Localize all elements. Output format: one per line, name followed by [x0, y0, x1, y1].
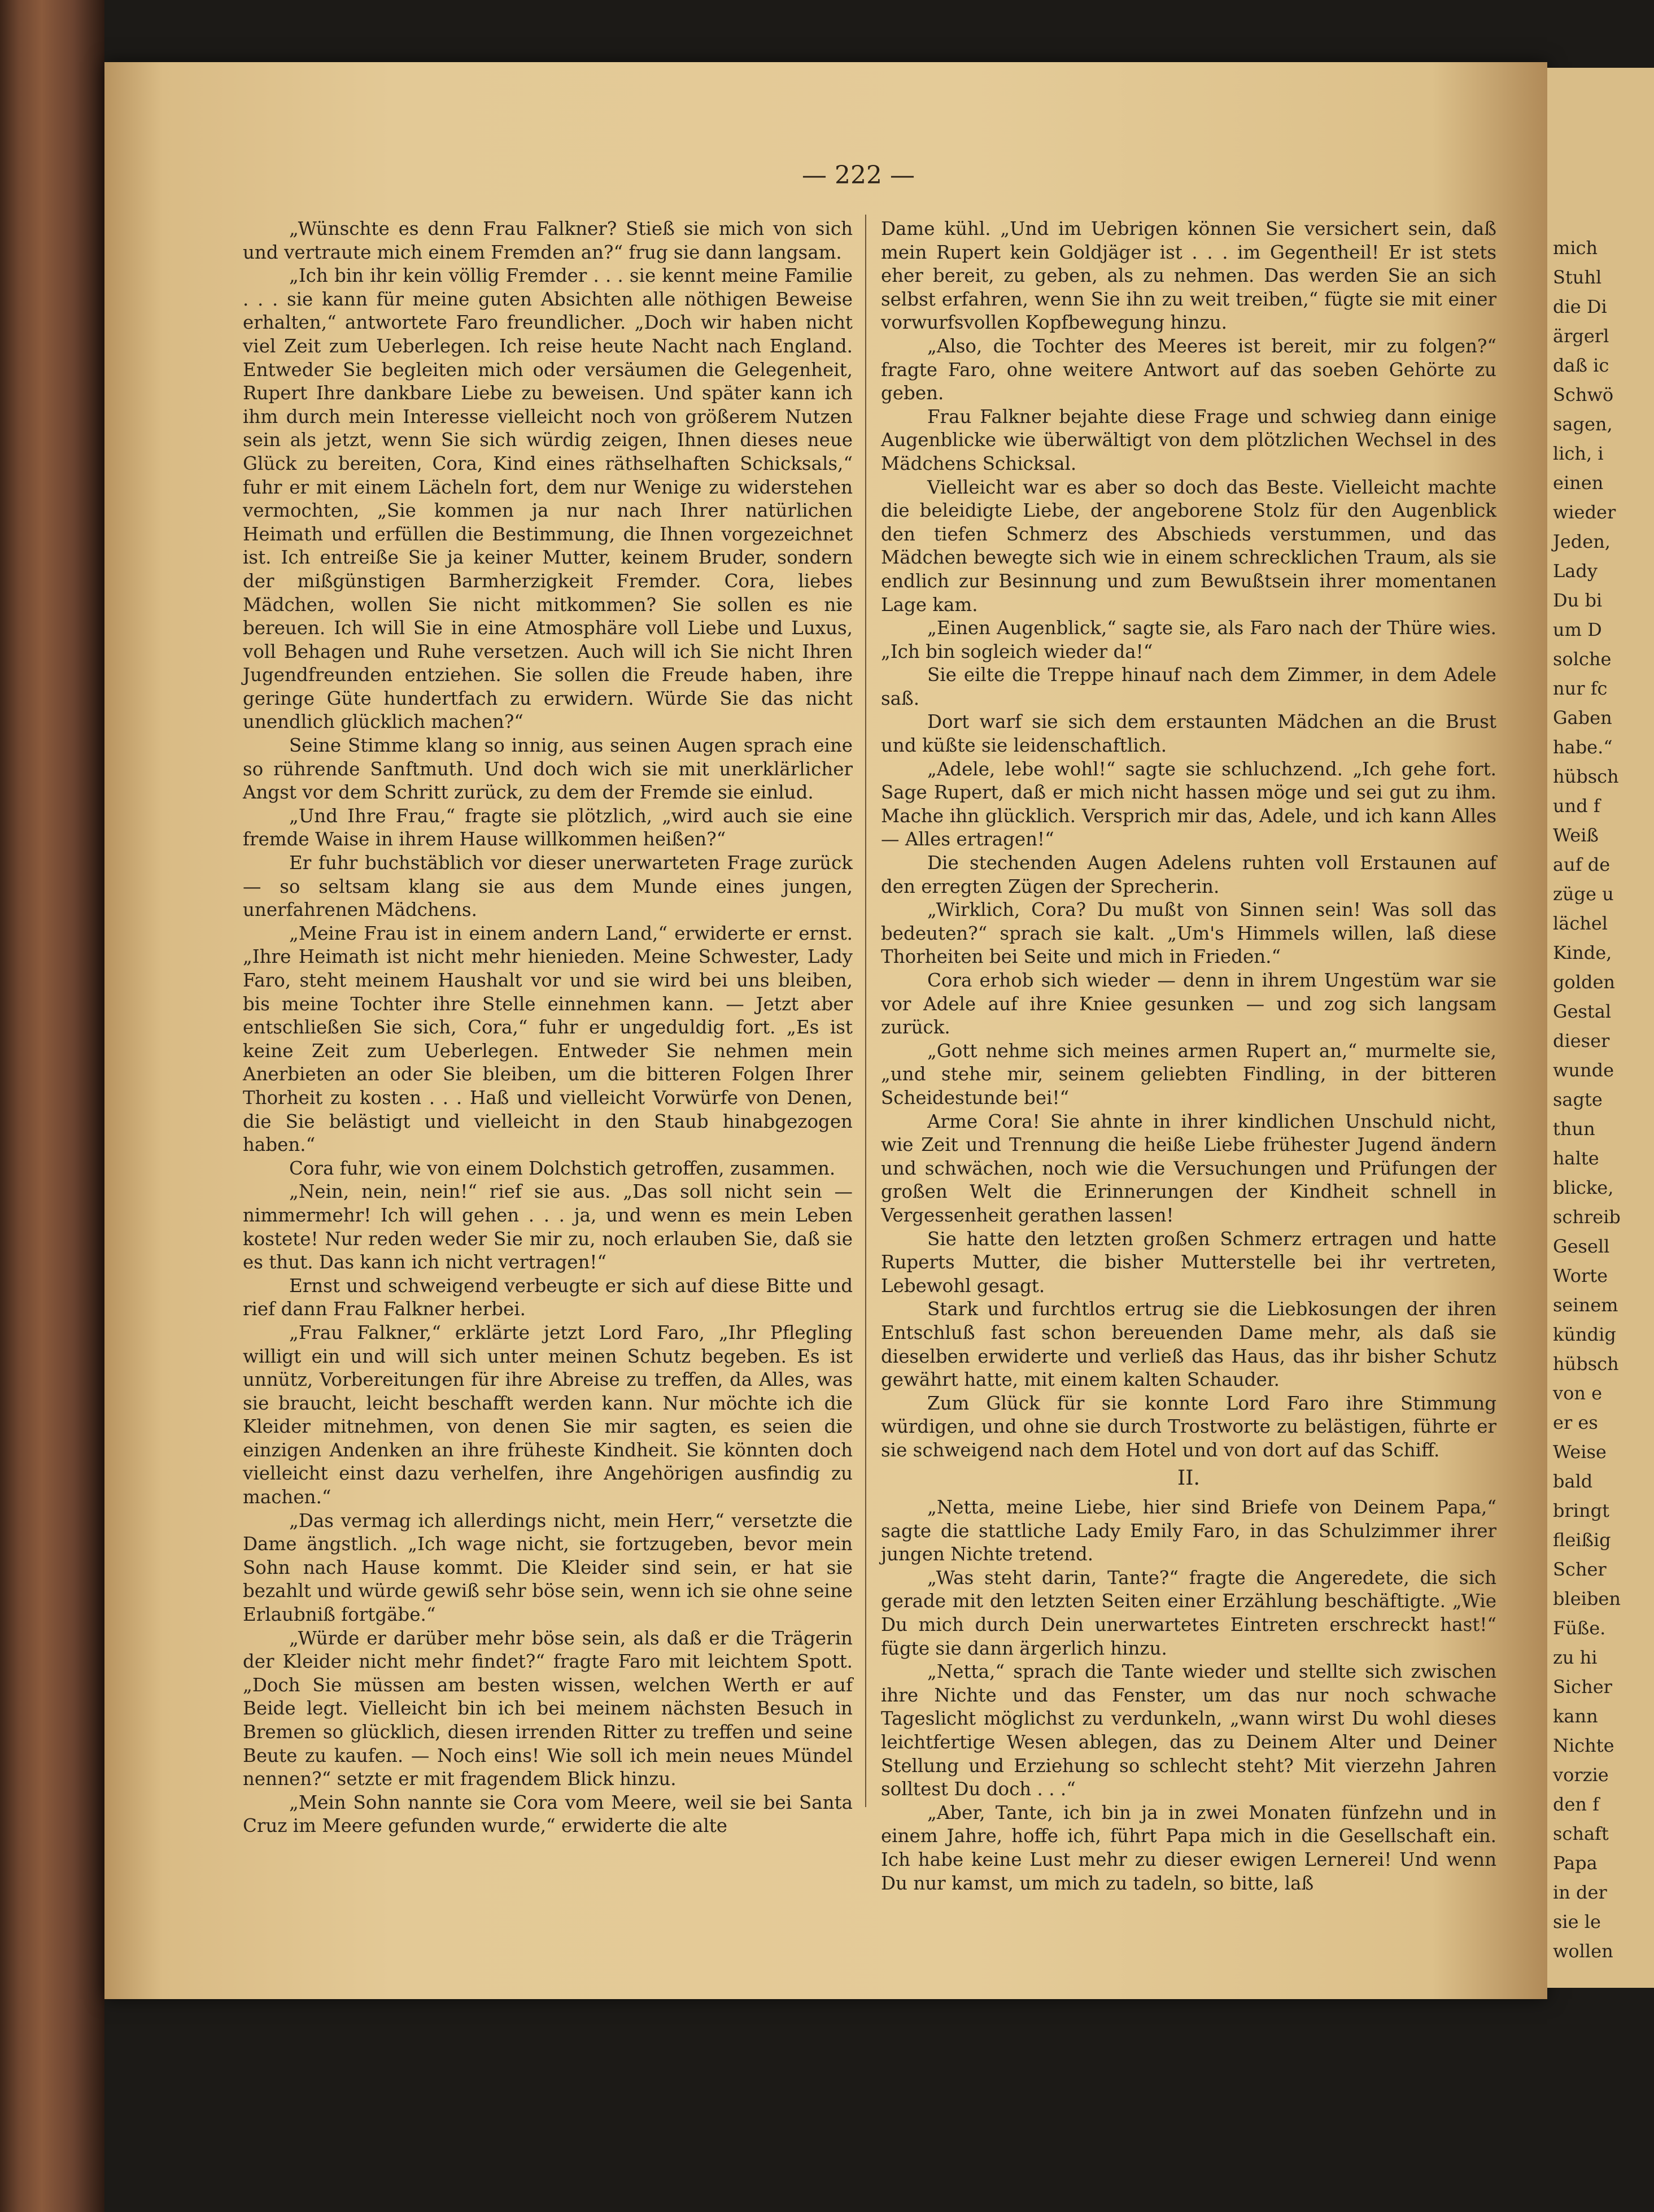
paragraph: Cora erhob sich wieder — denn in ihrem Ungestüm war sie vor Adele auf ihre Kniee gesunken — und zog sich langsam zurück. — [881, 970, 1496, 1039]
facing-page-fragment: halte — [1553, 1148, 1599, 1169]
page-number: — 222 — — [802, 161, 915, 190]
facing-page-fragment: habe.“ — [1553, 736, 1613, 758]
facing-page-fragment: Gestal — [1553, 1001, 1612, 1022]
facing-page-fragment: Lady — [1553, 560, 1598, 582]
paragraph: „Mein Sohn nannte sie Cora vom Meere, weil sie bei Santa Cruz im Meere gefunden wurde,“ erwiderte die alte — [243, 1791, 853, 1837]
paragraph: „Einen Augenblick,“ sagte sie, als Faro nach der Thüre wies. „Ich bin sogleich wieder da!“ — [881, 617, 1496, 662]
facing-page-fragment: Nichte — [1553, 1735, 1614, 1756]
facing-page-fragment: wollen — [1553, 1940, 1613, 1962]
facing-page-fragment: in der — [1553, 1882, 1607, 1903]
book-binding-edge — [0, 0, 104, 2212]
paragraph: „Netta,“ sprach die Tante wieder und stellte sich zwischen ihre Nichte und das Fenster, um das nur noch schwache Tageslicht möglichst zu verdunkeln, „wann wirst Du wohl dieses leichtfertige Wesen ablegen, das zu Deinem Alter und Deiner Stellung und Erziehung so schlecht steht? Mit vierzehn Jahren solltest Du doch . . .“ — [881, 1661, 1496, 1800]
paragraph: „Gott nehme sich meines armen Rupert an,“ murmelte sie, „und stehe mir, seinem geliebten Findling, in der bitteren Scheidestunde bei!“ — [881, 1040, 1496, 1109]
paragraph: „Also, die Tochter des Meeres ist bereit, mir zu folgen?“ fragte Faro, ohne weitere Antwort auf das soeben Gehörte zu geben. — [881, 335, 1496, 404]
facing-page-fragment: Jeden, — [1553, 531, 1611, 552]
paragraph: Ernst und schweigend verbeugte er sich auf diese Bitte und rief dann Frau Falkner herbei. — [243, 1275, 853, 1320]
paragraph: Sie hatte den letzten großen Schmerz ertragen und hatte Ruperts Mutter, die bisher Mutterstelle bei ihr vertreten, Lebewohl gesagt. — [881, 1228, 1496, 1297]
paragraph: Die stechenden Augen Adelens ruhten voll Erstaunen auf den erregten Zügen der Sprecherin. — [881, 852, 1496, 897]
facing-page-fragment: dieser — [1553, 1030, 1610, 1052]
facing-page-fragment: er es — [1553, 1412, 1598, 1433]
paragraph: „Frau Falkner,“ erklärte jetzt Lord Faro, „Ihr Pflegling willigt ein und will sich unter meinen Schutz begeben. Es ist unnütz, Vorbereitungen für ihre Abreise zu treffen, da Alles, was sie braucht, leicht beschafft werden kann. Nur möchte ich die Kleider mitnehmen, von denen Sie mir sagten, es seien die einzigen Andenken an ihre früheste Kindheit. Sie könnten doch vielleicht einst dazu verhelfen, ihre Angehörigen ausfindig zu machen.“ — [243, 1321, 853, 1508]
paragraph: Er fuhr buchstäblich vor dieser unerwarteten Frage zurück — so seltsam klang sie aus dem Munde eines jungen, unerfahrenen Mädchens. — [243, 852, 853, 921]
facing-page-fragment: hübsch — [1553, 1353, 1619, 1375]
facing-page-fragment: bleiben — [1553, 1588, 1621, 1609]
facing-page-fragment: Kinde, — [1553, 942, 1612, 963]
paragraph: „Wirklich, Cora? Du mußt von Sinnen sein! Was soll das bedeuten?“ sprach sie kalt. „Um's Himmels willen, laß diese Thorheiten bei Seite und mich in Frieden.“ — [881, 899, 1496, 968]
facing-page-fragment: den f — [1553, 1794, 1600, 1815]
facing-page-fragment: Stuhl — [1553, 267, 1602, 288]
left-text-column — [243, 217, 853, 1838]
right-text-column — [881, 217, 1496, 1895]
facing-page-fragment: sagte — [1553, 1089, 1603, 1110]
paragraph: Frau Falkner bejahte diese Frage und schwieg dann einige Augenblicke wie überwältigt von dem plötzlichen Wechsel in des Mädchens Schicksal. — [881, 405, 1496, 474]
paragraph: Seine Stimme klang so innig, aus seinen Augen sprach eine so rührende Sanftmuth. Und doch wich sie mit unerklärlicher Angst vor dem Schritt zurück, zu dem der Fremde sie einlud. — [243, 735, 853, 804]
facing-page-fragment: auf de — [1553, 854, 1611, 875]
facing-page-fragment: wunde — [1553, 1059, 1614, 1081]
facing-page-fragment: bald — [1553, 1471, 1593, 1492]
paragraph: „Netta, meine Liebe, hier sind Briefe von Deinem Papa,“ sagte die stattliche Lady Emily Faro, in das Schulzimmer ihrer jungen Nichte tretend. — [881, 1497, 1496, 1565]
facing-page-fragment: mich — [1553, 237, 1598, 259]
paragraph: Cora fuhr, wie von einem Dolchstich getroffen, zusammen. — [289, 1157, 836, 1179]
facing-page-fragment: züge u — [1553, 883, 1614, 905]
facing-page-fragment: lächel — [1553, 913, 1608, 934]
facing-page-fragment: Füße. — [1553, 1617, 1606, 1639]
facing-page-fragment: sagen, — [1553, 413, 1613, 435]
facing-page-fragment: kann — [1553, 1705, 1598, 1727]
paragraph: Dame kühl. „Und im Uebrigen können Sie versichert sein, daß mein Rupert kein Goldjäger ist . . . im Gegentheil! Er ist stets eher bereit, zu geben, als zu nehmen. Das werden Sie an sich selbst erfahren, wenn Sie ihn zu weit treiben,“ fügte sie mit einer vorwurfsvollen Kopfbewegung hinzu. — [881, 218, 1496, 334]
facing-page-fragment: Weise — [1553, 1441, 1607, 1463]
facing-page-fragment: lich, i — [1553, 443, 1604, 464]
facing-page-fragment: zu hi — [1553, 1647, 1598, 1668]
facing-page-fragment: solche — [1553, 648, 1612, 670]
facing-page-fragment: um D — [1553, 619, 1602, 640]
facing-page-fragment: kündig — [1553, 1324, 1616, 1345]
facing-page-fragment: sie le — [1553, 1911, 1601, 1932]
paragraph: „Würde er darüber mehr böse sein, als daß er die Trägerin der Kleider nicht mehr findet?“ fragte Faro mit leichtem Spott. „Doch Sie müssen am besten wissen, welchen Werth er auf Beide legt. Vielleicht bin ich bei meinem nächsten Besuch in Bremen so glücklich, diesen irrenden Ritter zu treffen und seine Beute zu kaufen. — Noch eins! Wie soll ich mein neues Mündel nennen?“ setzte er mit fragendem Blick hinzu. — [243, 1627, 853, 1790]
paragraph: „Aber, Tante, ich bin ja in zwei Monaten fünfzehn und in einem Jahre, hoffe ich, führt Papa mich in die Gesellschaft ein. Ich habe keine Lust mehr zu dieser ewigen Lernerei! Und wenn Du nur kamst, um mich zu tadeln, so bitte, laß — [881, 1801, 1496, 1894]
facing-page-fragment: Papa — [1553, 1852, 1598, 1874]
facing-page-fragment: thun — [1553, 1118, 1595, 1140]
facing-page-fragment: vorzie — [1553, 1764, 1609, 1786]
section-heading: II. — [1177, 1467, 1200, 1490]
paragraph: Stark und furchtlos ertrug sie die Liebkosungen der ihren Entschluß fast schon bereuenden Dame mehr, als daß sie dieselben erwiderte und verließ das Haus, das ihr bisher Schutz gewährt hatte, mit einem kalten Schauder. — [881, 1298, 1496, 1391]
facing-page-fragment: seinem — [1553, 1294, 1618, 1316]
facing-page-fragment: von e — [1553, 1382, 1603, 1404]
facing-page-fragment: daß ic — [1553, 355, 1609, 376]
facing-page-fragment: Gesell — [1553, 1236, 1610, 1257]
facing-page-fragment: schreib — [1553, 1206, 1621, 1228]
paragraph: Sie eilte die Treppe hinauf nach dem Zimmer, in dem Adele saß. — [881, 664, 1496, 709]
facing-page-fragment: ärgerl — [1553, 325, 1609, 347]
facing-page-fragment: fleißig — [1553, 1529, 1611, 1551]
facing-page-fragment: blicke, — [1553, 1177, 1614, 1198]
facing-page-edge — [1547, 68, 1654, 1988]
facing-page-fragment: Scher — [1553, 1559, 1607, 1580]
paragraph: „Meine Frau ist in einem andern Land,“ erwiderte er ernst. „Ihre Heimath ist nicht mehr hienieden. Meine Schwester, Lady Faro, steht meinem Haushalt vor und sie wird bei uns bleiben, bis meine Tochter ihre Stelle einnehmen kann. — Jetzt aber entschließen Sie sich, Cora,“ fuhr er ungeduldig fort. „Es ist keine Zeit zum Ueberlegen. Entweder Sie nehmen mein Anerbieten an oder Sie bleiben, um die bitteren Folgen Ihrer Thorheit zu kosten . . . Haß und vielleicht Vorwürfe von Denen, die Sie belästigt und vielleicht in den Staub hinabgezogen haben.“ — [243, 922, 853, 1156]
facing-page-fragment: golden — [1553, 971, 1616, 993]
paragraph: Dort warf sie sich dem erstaunten Mädchen an die Brust und küßte sie leidenschaftlich. — [881, 711, 1496, 757]
facing-page-fragment: Weiß — [1553, 824, 1599, 846]
facing-page-fragment: die Di — [1553, 296, 1607, 317]
paragraph: Arme Cora! Sie ahnte in ihrer kindlichen Unschuld nicht, wie Zeit und Trennung die heiße Liebe frühester Jugend ändern und schwächen, noch wie die Versuchungen und Prüfungen der großen Welt die Erinnerungen der Kindheit schnell in Vergessenheit gerathen lassen! — [881, 1110, 1496, 1226]
paragraph: „Wünschte es denn Frau Falkner? Stieß sie mich von sich und vertraute mich einem Fremden an?“ frug sie dann langsam. — [243, 218, 853, 263]
column-divider — [865, 215, 866, 1807]
facing-page-fragment: nur fc — [1553, 678, 1608, 699]
facing-page-fragment: schaft — [1553, 1823, 1609, 1844]
facing-page-fragment: Gaben — [1553, 707, 1612, 728]
facing-page-fragment: Schwö — [1553, 384, 1614, 405]
facing-page-fragment: Sicher — [1553, 1676, 1612, 1698]
facing-page-fragment: bringt — [1553, 1500, 1609, 1521]
facing-page-fragment: und f — [1553, 795, 1600, 817]
facing-page-fragment: einen — [1553, 472, 1604, 494]
paragraph: „Adele, lebe wohl!“ sagte sie schluchzend. „Ich gehe fort. Sage Rupert, daß er mich nicht hassen möge und sei gut zu ihm. Mache ihn glücklich. Versprich mir das, Adele, und ich kann Alles — Alles ertragen!“ — [881, 758, 1496, 850]
paragraph: „Und Ihre Frau,“ fragte sie plötzlich, „wird auch sie eine fremde Waise in ihrem Hause willkommen heißen?“ — [243, 805, 853, 850]
paragraph: Zum Glück für sie konnte Lord Faro ihre Stimmung würdigen, und ohne sie durch Trostworte zu belästigen, führte er sie schweigend nach dem Hotel und von dort auf das Schiff. — [881, 1392, 1496, 1461]
paragraph: „Ich bin ihr kein völlig Fremder . . . sie kennt meine Familie . . . sie kann für meine guten Absichten alle nöthigen Beweise erhalten,“ antwortete Faro freundlicher. „Doch wir haben nicht viel Zeit zum Ueberlegen. Ich reise heute Nacht nach England. Entweder Sie begleiten mich oder versäumen die Gelegenheit, Rupert Ihre dankbare Liebe zu beweisen. Und später kann ich ihm durch mein Interesse vielleicht noch von größerem Nutzen sein als jetzt, wenn Sie sich würdig zeigen, Ihnen dieses neue Glück zu bereiten, Cora, Kind eines räthselhaften Schicksals,“ fuhr er mit einem Lächeln fort, dem nur Wenige zu widerstehen vermochten, „Sie kommen ja nur nach Ihrer natürlichen Heimath und erfüllen die Bestimmung, die Ihnen vorgezeichnet ist. Ich entreiße Sie ja keiner Mutter, keinem Bruder, sondern der mißgünstigen Barmherzigkeit Fremder. Cora, liebes Mädchen, wollen Sie nicht mitkommen? Sie sollen es nie bereuen. Ich will Sie in eine Atmosphäre voll Liebe und Luxus, voll Behagen und Ruhe versetzen. Auch will ich Sie nicht Ihren Jugendfreunden entziehen. Sie sollen die Freude haben, ihre geringe Güte hundertfach zu erwidern. Würde Sie das nicht unendlich glücklich machen?“ — [243, 265, 853, 733]
facing-page-fragment: wieder — [1553, 501, 1616, 523]
facing-page-fragment: Worte — [1553, 1265, 1608, 1286]
paragraph: „Das vermag ich allerdings nicht, mein Herr,“ versetzte die Dame ängstlich. „Ich wage nicht, sie fortzugeben, bevor mein Sohn nach Hause kommt. Die Kleider sind sein, er hat sie bezahlt und würde gewiß sehr böse sein, wenn ich sie ohne seine Erlaubniß fortgäbe.“ — [243, 1509, 853, 1626]
facing-page-fragment: hübsch — [1553, 766, 1619, 787]
facing-page-fragment: Du bi — [1553, 590, 1603, 611]
paragraph: „Nein, nein, nein!“ rief sie aus. „Das soll nicht sein — nimmermehr! Ich will gehen . . . ja, und wenn es mein Leben kostete! Nur reden weder Sie mir zu, noch erlauben Sie, daß sie es thut. Das kann ich nicht vertragen!“ — [243, 1181, 853, 1273]
paragraph: Vielleicht war es aber so doch das Beste. Vielleicht machte die beleidigte Liebe, der angeborene Stolz für den Augenblick den tiefen Schmerz des Abschieds verstummen, und das Mädchen bewegte sich wie in einem schrecklichen Traum, als sie endlich zur Besinnung und zum Bewußtsein ihrer momentanen Lage kam. — [881, 476, 1496, 616]
paragraph: „Was steht darin, Tante?“ fragte die Angeredete, die sich gerade mit den letzten Seiten einer Erzählung beschäftigte. „Wie Du mich durch Dein unerwartetes Eintreten erschreckt hast!“ fügte sie dann ärgerlich hinzu. — [881, 1567, 1496, 1659]
